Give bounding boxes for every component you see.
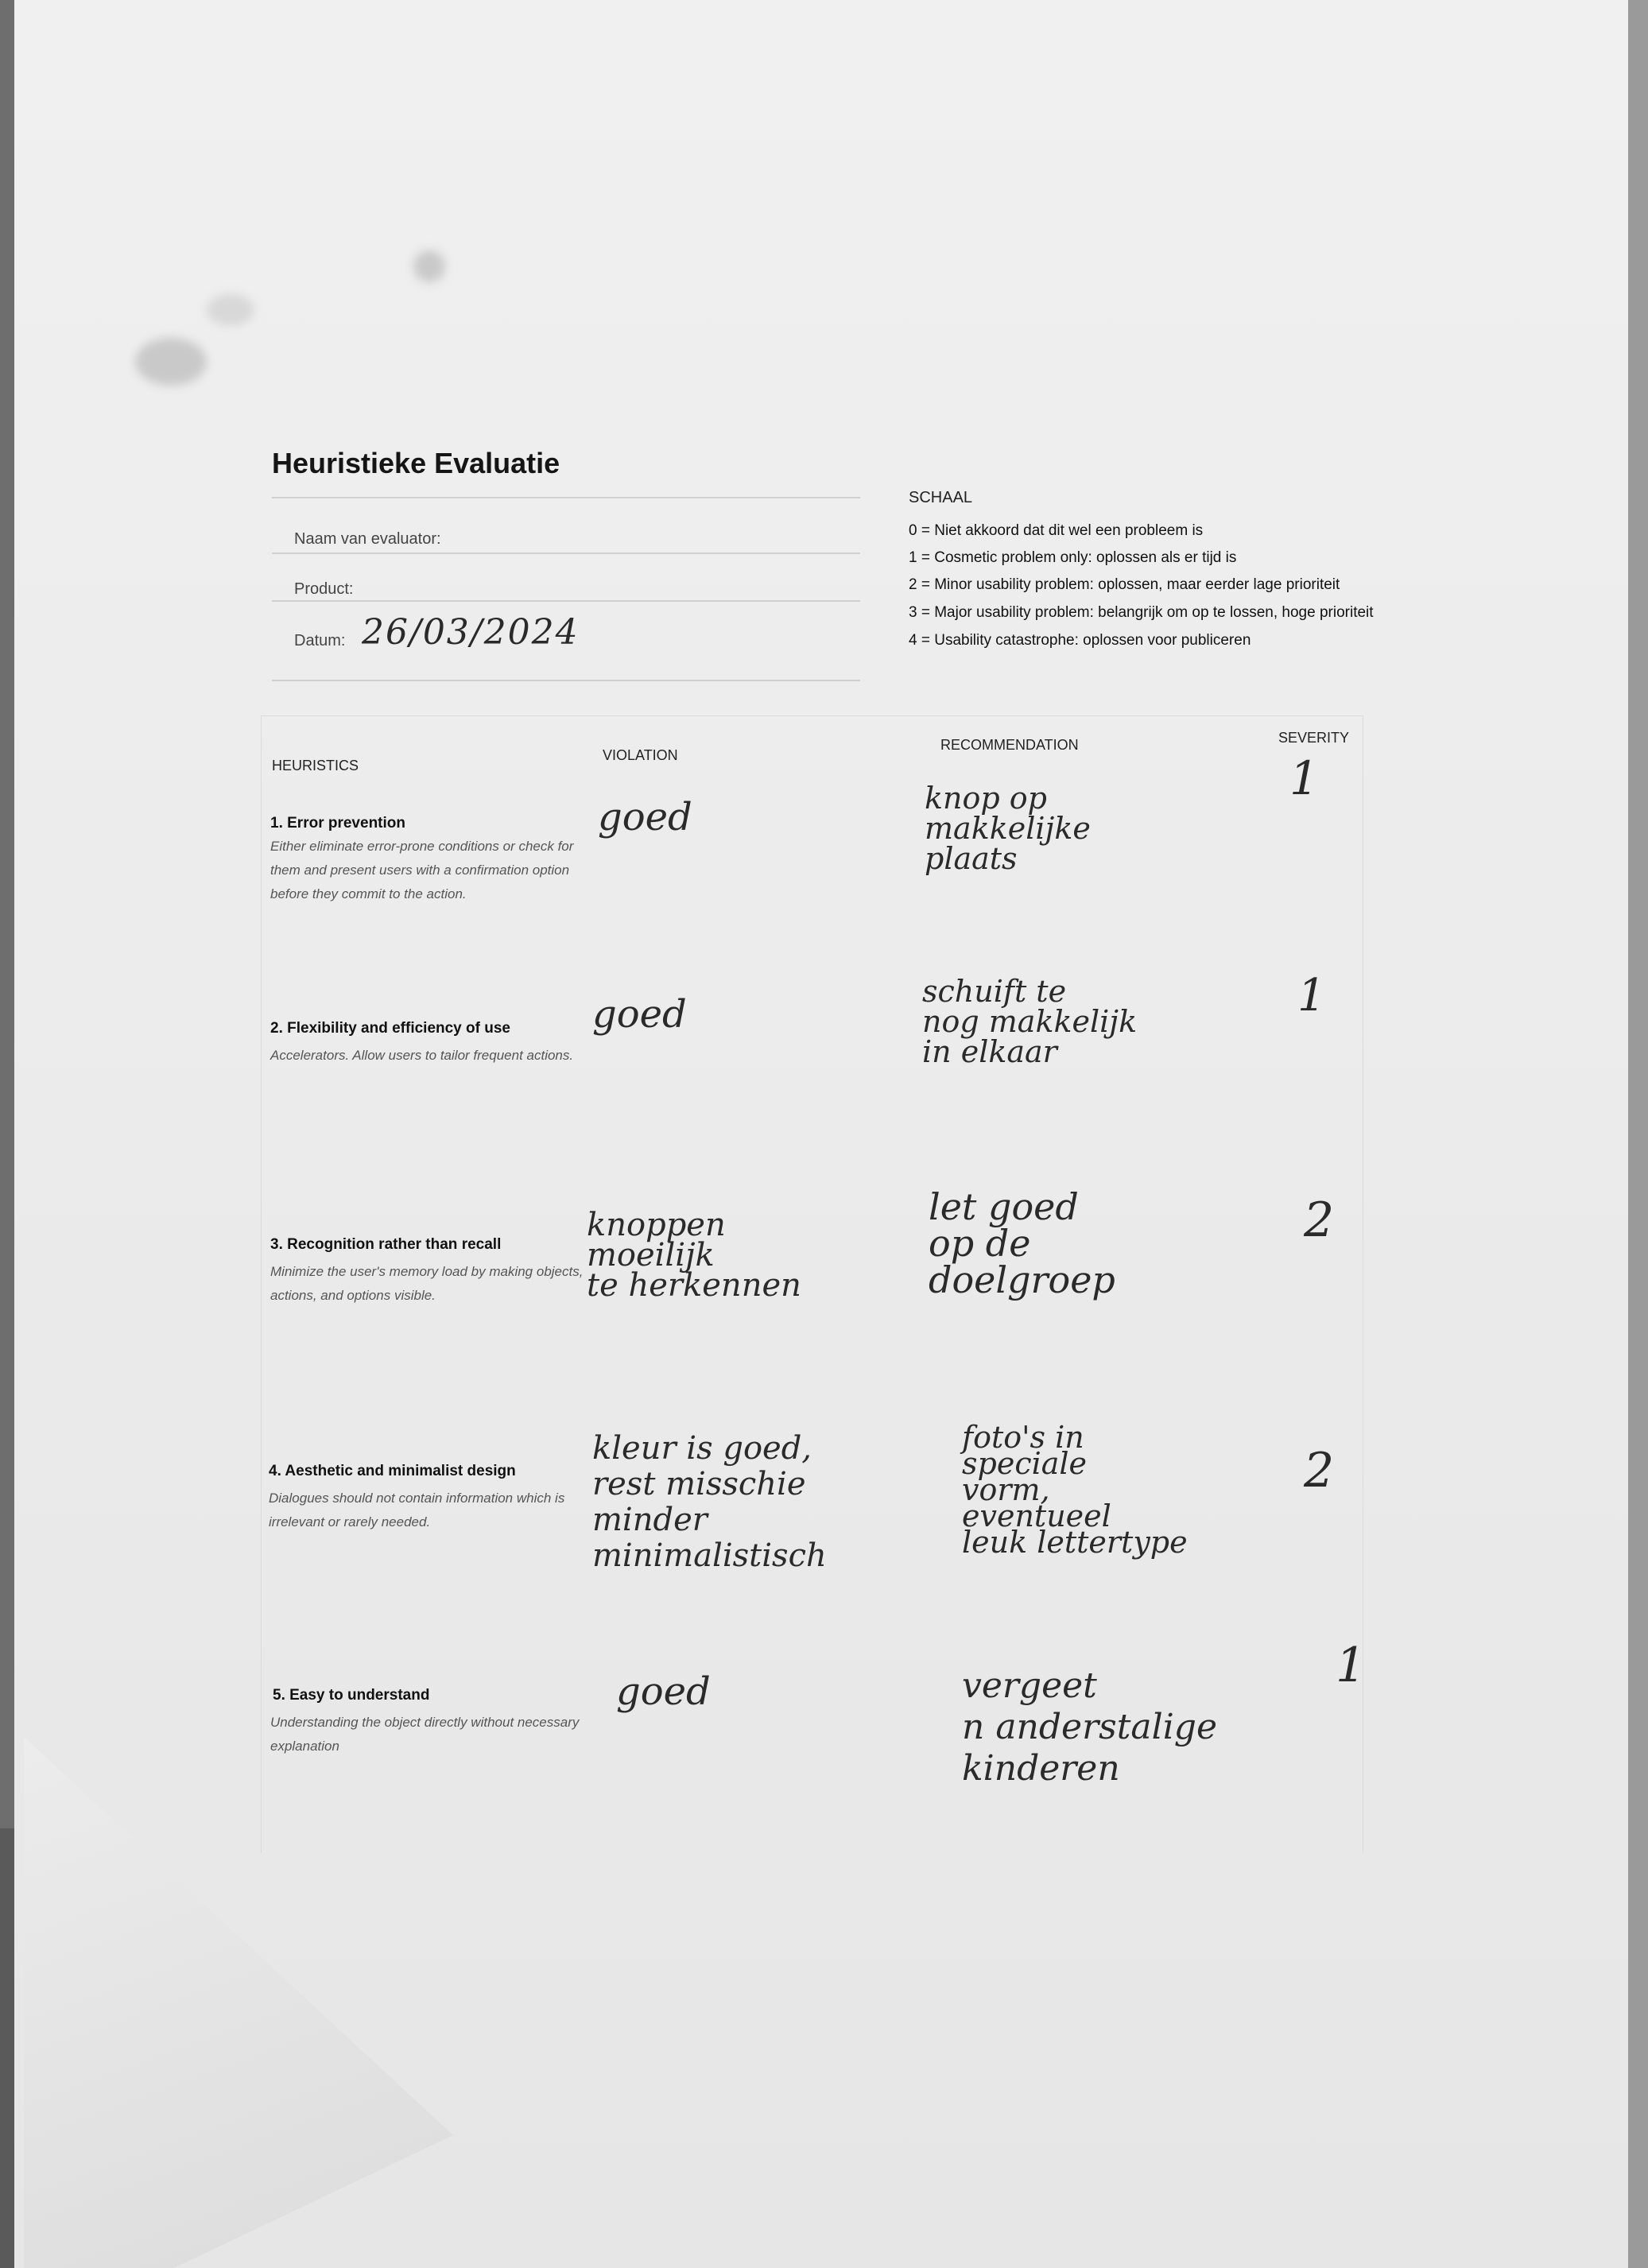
heuristic-title: 1. Error prevention — [270, 815, 405, 832]
heuristic-title: 2. Flexibility and efficiency of use — [270, 1020, 510, 1037]
recommendation-text: let goed op de doelgroep — [929, 1185, 1115, 1301]
heuristic-description: Dialogues should not contain information which is irrelevant or rarely needed. — [269, 1491, 565, 1529]
divider — [272, 680, 860, 681]
header-violation: VIOLATION — [603, 747, 678, 763]
violation-text: goed — [598, 795, 692, 839]
heuristic-title: 4. Aesthetic and minimalist design — [269, 1463, 516, 1479]
schaal-item: 0 = Niet akkoord dat dit wel een probleem is — [909, 522, 1204, 539]
stain — [413, 250, 445, 282]
violation-text: kleur is goed, rest misschie minder minimalistisch — [592, 1430, 827, 1574]
violation-text: goed — [616, 1669, 711, 1714]
product-label: Product: — [294, 580, 354, 598]
heuristic-description: Either eliminate error-prone conditions or check for them and present users with a confirmation option before they commit to the action. — [270, 839, 574, 901]
recommendation-text: vergeet n anderstalige kinderen — [962, 1665, 1217, 1789]
stain — [207, 294, 254, 326]
header-recommendation: RECOMMENDATION — [940, 737, 1079, 753]
violation-text: knoppen moeilijk te herkennen — [587, 1207, 801, 1304]
header-heuristics: HEURISTICS — [272, 758, 359, 773]
severity-value: 2 — [1304, 1192, 1335, 1248]
heuristic-description: Minimize the user's memory load by making objects, actions, and options visible. — [270, 1264, 584, 1303]
stain — [135, 338, 207, 386]
heuristic-title: 5. Easy to understand — [273, 1687, 430, 1704]
heuristic-description: Accelerators. Allow users to tailor frequent actions. — [270, 1048, 574, 1063]
heuristic-title: 3. Recognition rather than recall — [270, 1236, 502, 1253]
schaal-item: 3 = Major usability problem: belangrijk om op te lossen, hoge prioriteit — [909, 604, 1374, 621]
document-title: Heuristieke Evaluatie — [272, 447, 560, 479]
schaal-item: 2 = Minor usability problem: oplossen, maar eerder lage prioriteit — [909, 576, 1340, 593]
recommendation-text: foto's in speciale vorm, eventueel leuk lettertype — [962, 1420, 1188, 1560]
recommendation-text: knop op makkelijke plaats — [925, 781, 1091, 876]
severity-value: 1 — [1289, 751, 1319, 805]
violation-text: goed — [592, 992, 687, 1037]
severity-value: 2 — [1304, 1443, 1335, 1498]
recommendation-text: schuift te nog makkelijk in elkaar — [922, 974, 1138, 1069]
evaluator-label: Naam van evaluator: — [294, 530, 441, 548]
severity-value: 1 — [1297, 970, 1326, 1022]
date-value: 26/03/2024 — [362, 612, 580, 653]
header-severity: SEVERITY — [1278, 730, 1350, 746]
schaal-item: 4 = Usability catastrophe: oplossen voor publiceren — [909, 632, 1251, 649]
divider — [272, 600, 860, 602]
severity-value: 1 — [1336, 1638, 1367, 1693]
schaal-item: 1 = Cosmetic problem only: oplossen als er tijd is — [909, 549, 1237, 566]
divider — [272, 552, 860, 554]
divider — [272, 497, 860, 498]
schaal-title: SCHAAL — [909, 489, 973, 506]
heuristic-description: Understanding the object directly without necessary explanation — [270, 1715, 580, 1754]
date-label: Datum: — [294, 632, 346, 649]
